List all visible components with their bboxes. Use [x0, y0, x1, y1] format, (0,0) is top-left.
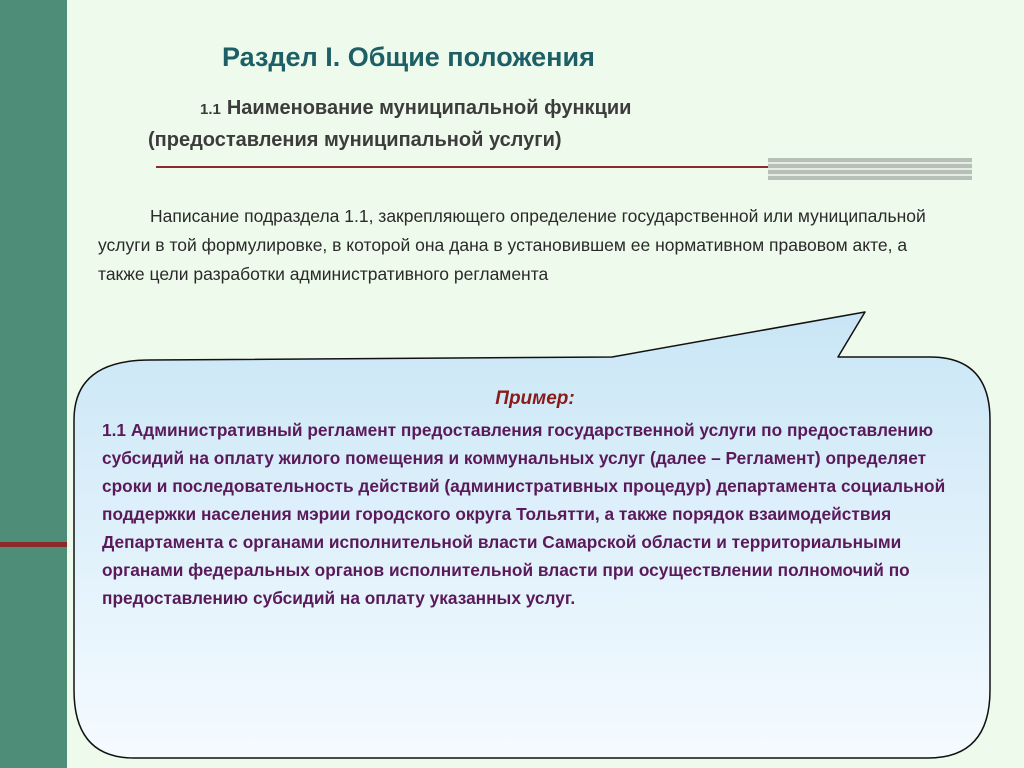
example-label: Пример: [495, 388, 575, 409]
subtitle-line-1: Наименование муниципальной функции [226, 97, 632, 119]
intro-text: Написание подраздела 1.1, закрепляющего определение государственной или муниципальной услуги в той формулировке, в которой она дана в установившем ее нормативном правовом акте, а также цели разработки административного регламента [98, 206, 926, 284]
page-title: Раздел I. Общие положения [222, 42, 595, 72]
example-text: 1.1 Административный регламент предоставления государственной услуги по предоставлению субсидий на оплату жилого помещения и коммунальных услуг (далее – Регламент) определяет сроки и последовательность действий (административных процедур) департамента социальной поддержки населения мэрии городского округа Тольятти, а также порядок взаимодействия Департамента с органами исполнительной власти Самарской области и территориальными органами федеральных органов исполнительной власти при осуществлении полномочий по предоставлению субсидий на оплату указанных услуг. [102, 420, 946, 608]
subtitle-line-2: (предоставления муниципальной услуги) [148, 129, 562, 151]
subtitle-number: 1.1 [200, 101, 221, 118]
